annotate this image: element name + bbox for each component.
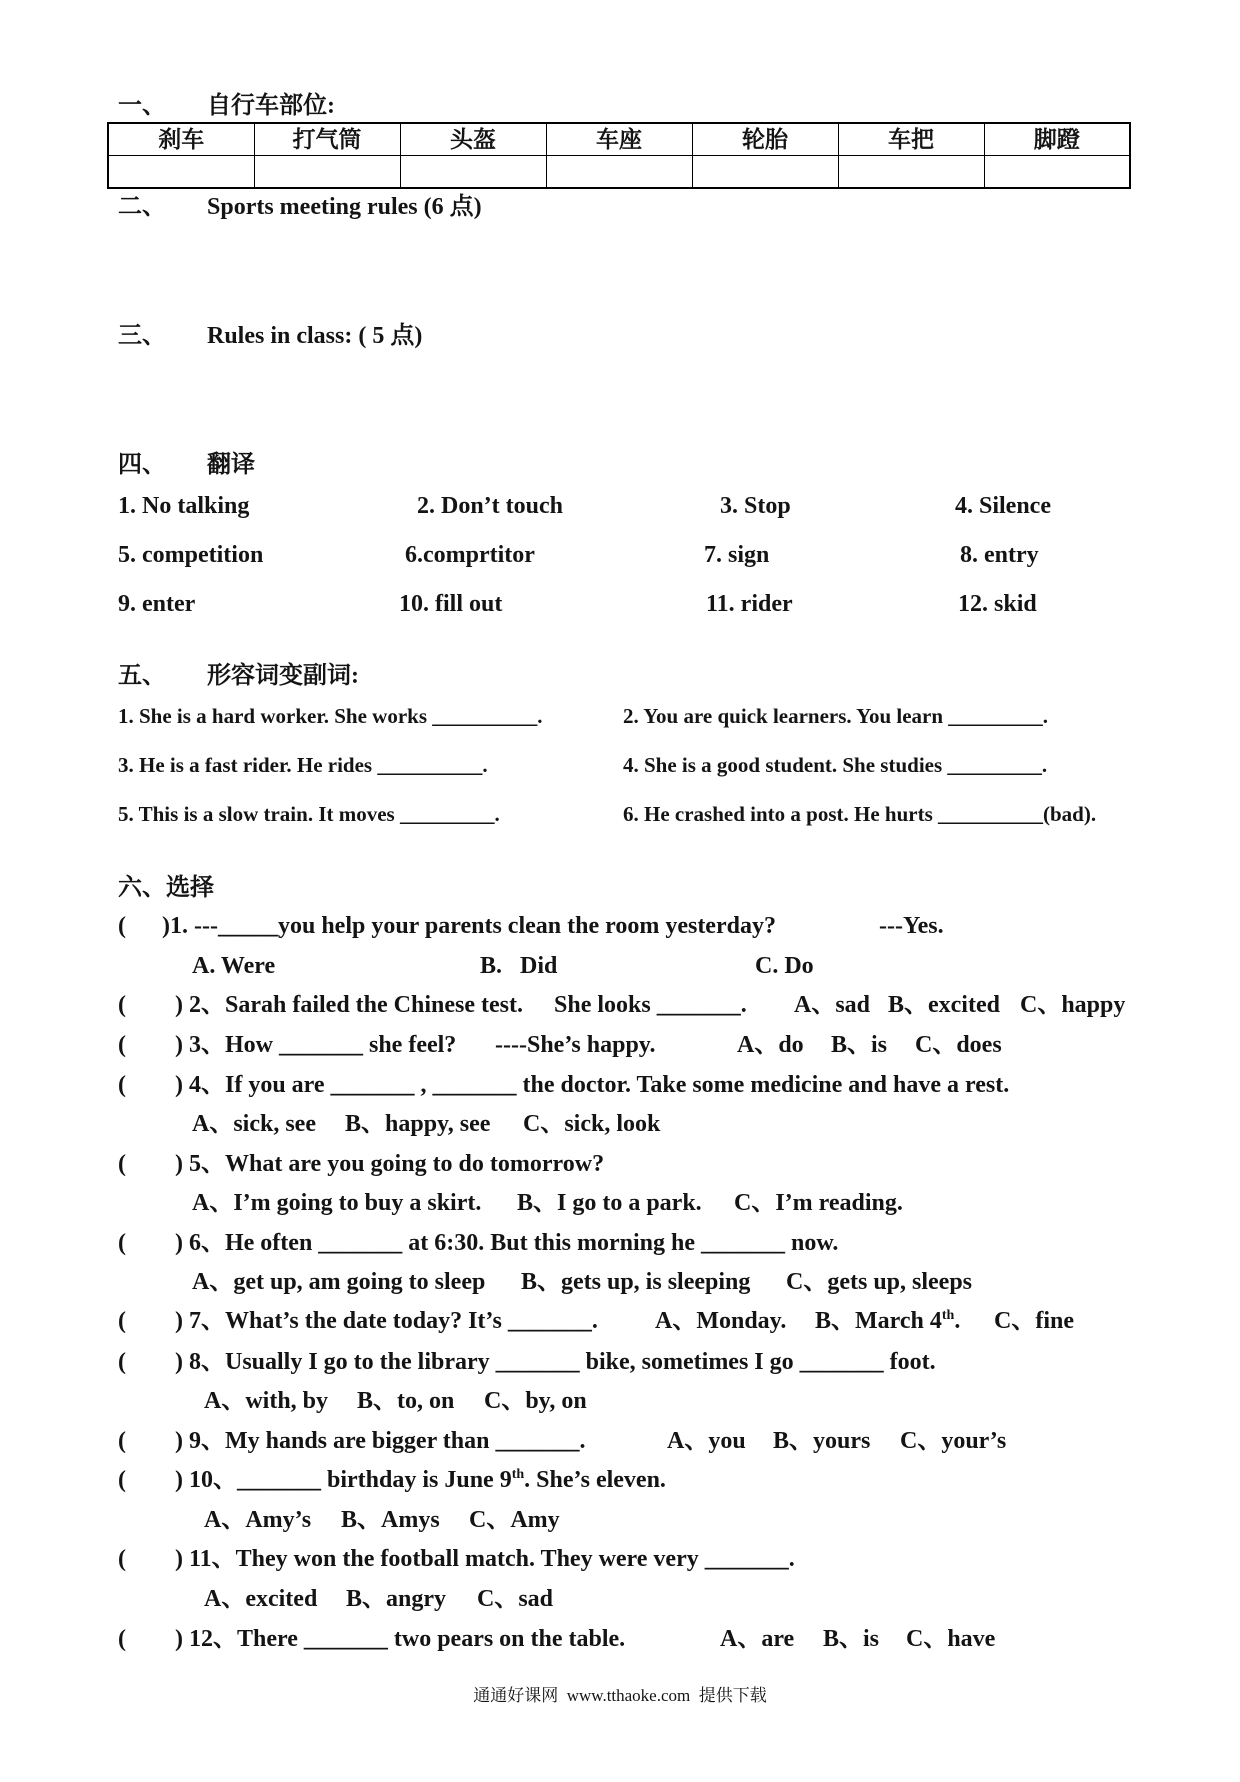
question-4-options (0, 1111, 1240, 1137)
option-b: B、yours (773, 1428, 871, 1454)
section-number: 一、 (118, 93, 166, 119)
translation-item: 10. fill out (399, 591, 503, 617)
option-c: C、by, on (484, 1388, 587, 1414)
answer-cell (400, 156, 546, 189)
question-stem (175, 1467, 666, 1493)
section-number: 四、 (118, 452, 166, 478)
option-b: B. Did (480, 953, 558, 979)
option-c: C、does (915, 1032, 1002, 1058)
adverb-item: 1. She is a hard worker. She works __________. (118, 704, 543, 728)
answer-cell (838, 156, 984, 189)
question-stem: ) 11、They won the football match. They were very _______. (175, 1546, 795, 1572)
section-title: 翻译 (207, 452, 255, 478)
question-4 (0, 1072, 1240, 1098)
translation-item: 8. entry (960, 542, 1039, 568)
option-a: A、are (720, 1626, 795, 1652)
question-5 (0, 1151, 1240, 1177)
question-stem: ) 5、What are you going to do tomorrow? (175, 1151, 605, 1177)
answer-paren: ( (118, 1032, 126, 1058)
question-stem: ) 4、If you are _______ , _______ the doctor. Take some medicine and have a rest. (175, 1072, 1010, 1098)
translation-item: 12. skid (958, 591, 1037, 617)
translation-item: 2. Don’t touch (417, 493, 564, 519)
adverb-row-1 (0, 704, 1240, 728)
table-header-cell: 轮胎 (692, 123, 838, 156)
adverb-row-3 (0, 802, 1240, 826)
question-stem: )1. ---_____you help your parents clean the room yesterday? (162, 913, 776, 939)
translation-item: 1. No talking (118, 493, 250, 519)
answer-cell (254, 156, 400, 189)
answer-cell (546, 156, 692, 189)
adverb-row-2 (0, 753, 1240, 777)
option-c: C、happy (1020, 992, 1126, 1018)
section-2-heading (0, 194, 1240, 220)
option-b: B、angry (346, 1586, 447, 1612)
translation-item: 5. competition (118, 542, 264, 568)
option-b: B、gets up, is sleeping (521, 1269, 751, 1295)
question-12 (0, 1626, 1240, 1652)
question-stem: ) 9、My hands are bigger than _______. (175, 1428, 586, 1454)
section-3-heading (0, 323, 1240, 349)
section-title: Sports meeting rules (6 点) (207, 194, 482, 220)
question-11 (0, 1546, 1240, 1572)
option-a: A、do (737, 1032, 804, 1058)
question-stem: ) 8、Usually I go to the library _______ bike, sometimes I go _______ foot. (175, 1349, 936, 1375)
translation-item: 3. Stop (720, 493, 791, 519)
question-11-options (0, 1586, 1240, 1612)
answer-paren: ( (118, 1308, 126, 1334)
ordinal-suffix: th (941, 1308, 955, 1323)
answer-cell (108, 156, 254, 189)
question-stem-end: . She’s eleven. (524, 1467, 666, 1493)
table-header-cell: 脚蹬 (984, 123, 1130, 156)
option-c: C、have (906, 1626, 996, 1652)
question-10-options (0, 1507, 1240, 1533)
answer-paren: ( (118, 1072, 126, 1098)
section-number: 二、 (118, 194, 166, 220)
option-a: A、you (667, 1428, 746, 1454)
translation-item: 9. enter (118, 591, 196, 617)
option-c: C、sad (477, 1586, 554, 1612)
answer-paren: ( (118, 913, 126, 939)
table-header-cell: 打气筒 (254, 123, 400, 156)
table-header-cell: 头盔 (400, 123, 546, 156)
option-a: A、Amy’s (204, 1507, 312, 1533)
question-stem: ) 7、What’s the date today? It’s _______. (175, 1308, 598, 1334)
table-header-cell: 车座 (546, 123, 692, 156)
adverb-item: 5. This is a slow train. It moves _________. (118, 802, 500, 826)
section-title: 自行车部位: (207, 93, 335, 119)
section-5-heading (0, 663, 1240, 689)
option-c: C、sick, look (523, 1111, 661, 1137)
question-6-options (0, 1269, 1240, 1295)
option-a: A、with, by (204, 1388, 329, 1414)
answer-paren: ( (118, 992, 126, 1018)
adverb-item: 2. You are quick learners. You learn _________. (623, 704, 1049, 728)
section-title: 形容词变副词: (207, 663, 359, 689)
translation-item: 7. sign (704, 542, 770, 568)
option-b: B、excited (888, 992, 1000, 1018)
question-7 (0, 1308, 1240, 1334)
translation-item: 11. rider (706, 591, 793, 617)
question-8-options (0, 1388, 1240, 1414)
question-8 (0, 1349, 1240, 1375)
section-title: Rules in class: ( 5 点) (207, 323, 423, 349)
option-b-end: . (954, 1308, 961, 1334)
option-b: B、is (831, 1032, 888, 1058)
translation-row-3 (0, 591, 1240, 617)
option-b: B、Amys (341, 1507, 440, 1533)
question-stem-tail: ----She’s happy. (495, 1032, 656, 1058)
question-5-options (0, 1190, 1240, 1216)
section-1-heading (0, 93, 1240, 119)
question-stem: ) 6、He often _______ at 6:30. But this morning he _______ now. (175, 1230, 839, 1256)
table-header-cell: 刹车 (108, 123, 254, 156)
answer-paren: ( (118, 1349, 126, 1375)
answer-paren: ( (118, 1428, 126, 1454)
option-b: B、I go to a park. (517, 1190, 702, 1216)
bike-parts-table (107, 122, 1131, 189)
question-stem: ) 3、How _______ she feel? (175, 1032, 457, 1058)
question-1 (0, 913, 1240, 939)
question-stem-text: ) 10、_______ birthday is June 9 (175, 1467, 512, 1493)
section-number: 三、 (118, 323, 166, 349)
table-answer-row (108, 156, 1130, 189)
option-a: A. Were (192, 953, 276, 979)
option-c: C、I’m reading. (734, 1190, 903, 1216)
question-6 (0, 1230, 1240, 1256)
question-stem: ) 12、There _______ two pears on the table. (175, 1626, 626, 1652)
question-9 (0, 1428, 1240, 1454)
option-c: C、gets up, sleeps (786, 1269, 973, 1295)
translation-item: 4. Silence (955, 493, 1051, 519)
option-c: C、fine (994, 1308, 1074, 1334)
section-4-heading (0, 452, 1240, 478)
option-a: A、get up, am going to sleep (192, 1269, 486, 1295)
section-title: 六、选择 (118, 875, 214, 901)
ordinal-suffix: th (511, 1467, 525, 1482)
option-b (815, 1308, 960, 1334)
question-stem-tail: ---Yes. (879, 913, 944, 939)
section-6-heading (0, 875, 1240, 901)
translation-row-1 (0, 493, 1240, 519)
table-header-row (108, 123, 1130, 156)
answer-paren: ( (118, 1467, 126, 1493)
option-a: A、I’m going to buy a skirt. (192, 1190, 482, 1216)
question-10 (0, 1467, 1240, 1493)
option-a: A、sad (794, 992, 871, 1018)
translation-item: 6.comprtitor (405, 542, 535, 568)
section-number: 五、 (118, 663, 166, 689)
option-b: B、is (823, 1626, 880, 1652)
adverb-item: 4. She is a good student. She studies _________. (623, 753, 1048, 777)
adverb-item: 3. He is a fast rider. He rides __________. (118, 753, 488, 777)
question-stem: ) 2、Sarah failed the Chinese test. (175, 992, 523, 1018)
page-footer: 通通好课网 www.tthaoke.com 提供下载 (473, 1686, 767, 1705)
answer-cell (692, 156, 838, 189)
option-a: A、sick, see (192, 1111, 316, 1137)
answer-paren: ( (118, 1546, 126, 1572)
answer-paren: ( (118, 1230, 126, 1256)
answer-cell (984, 156, 1130, 189)
option-a: A、excited (204, 1586, 318, 1612)
option-a: A、Monday. (655, 1308, 787, 1334)
answer-paren: ( (118, 1626, 126, 1652)
translation-row-2 (0, 542, 1240, 568)
answer-paren: ( (118, 1151, 126, 1177)
adverb-item: 6. He crashed into a post. He hurts __________(bad). (623, 802, 1097, 826)
option-c: C、your’s (900, 1428, 1007, 1454)
question-stem-tail: She looks _______. (554, 992, 747, 1018)
option-b: B、happy, see (345, 1111, 491, 1137)
option-b: B、to, on (357, 1388, 455, 1414)
table-header-cell: 车把 (838, 123, 984, 156)
question-1-options (0, 953, 1240, 979)
question-2 (0, 992, 1240, 1018)
option-c: C. Do (755, 953, 814, 979)
option-b-text: B、March 4 (815, 1308, 942, 1334)
question-3 (0, 1032, 1240, 1058)
option-c: C、Amy (469, 1507, 560, 1533)
